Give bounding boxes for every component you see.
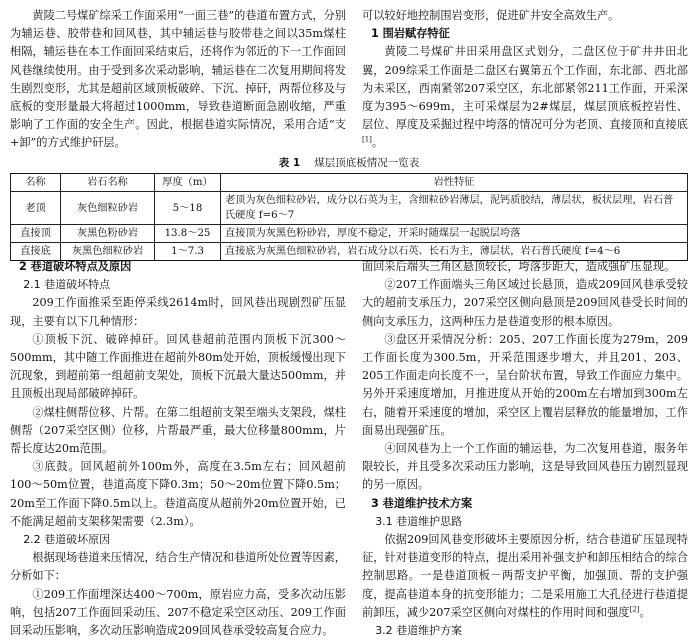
subsection-heading-3-1: 3.1 巷道维护思路 bbox=[375, 514, 463, 528]
cell-feature: 老顶为灰色细粒砂岩，成分以石英为主，含细粒砂岩薄层，泥钙质胶结，薄层状，板状层理，岩石普氏硬度 f=6～7 bbox=[221, 192, 688, 225]
right-column-bottom bbox=[362, 258, 688, 640]
cell-name: 老顶 bbox=[11, 192, 61, 225]
subsection-heading-2-1: 2.1 巷道破坏特点 bbox=[23, 278, 111, 292]
citation-ref-1: [1] bbox=[362, 135, 372, 144]
cell-rock: 灰黑色粉砂岩 bbox=[61, 225, 155, 243]
paragraph: ②煤柱侧帮位移、片帮。在第二组超前支架至端头支架段，煤柱侧帮（207采空区侧）位移，片帮最严重，最大位移量800mm，片帮长度达20m范围。 bbox=[10, 405, 346, 456]
table-caption bbox=[10, 155, 688, 170]
cell-rock: 灰黑色细粒砂岩 bbox=[61, 243, 155, 261]
left-column-bottom bbox=[10, 258, 346, 640]
subsection-heading-2-2: 2.2 巷道破坏原因 bbox=[23, 533, 111, 547]
cell-thickness: 5～18 bbox=[155, 192, 221, 225]
paragraph: ①209工作面埋深达400～700m，原岩应力高，受多次动压影响，包括207工作面回采动压、207不稳定采空区动压、209工作面回采动压影响，多次动压影响造成209回风巷承受较高复合应力。 bbox=[10, 587, 346, 638]
table-row bbox=[11, 225, 688, 243]
paragraph: 面回采后端头三角区悬顶较长，垮落步距大，造成强矿压显现。 bbox=[362, 260, 676, 273]
paragraph: ④回风巷为上一个工作面的辅运巷，为二次复用巷道，服务年限较长，并且受多次采动压力影响，这是导致回风巷压力剧烈显现的另一原因。 bbox=[362, 442, 688, 492]
paragraph: ③底鼓。回风超前外100m外，高度在3.5m左右；回风超前100～50m位置，巷道高度下降0.3m；50～20m位置下降0.5m；20m至工作面下降0.5m以上。巷道高度从超前外20m位置开始，已不能满足超前支架移架需要（2.3m）。 bbox=[10, 460, 346, 528]
left-column-top bbox=[10, 7, 346, 153]
cell-name: 直接底 bbox=[11, 243, 61, 261]
paragraph: ②207工作面端头三角区域过长悬顶，造成209回风巷承受较大的超前支承压力，207采空区侧向悬顶是209回风巷受长时间的侧向支承压力，这两种压力是巷道变形的根本原因。 bbox=[362, 278, 688, 328]
paragraph: ③盘区开采情况分析：205、207工作面长度为279m，209工作面长度为300.5m，开采范围逐步增大，并且201、203、205工作面走向长度不一，呈台阶状布置，导致工作面应力集中。另外开采速度增加，月推进度从开始的200m左右增加到300m左右，随着开采速度的增加，采空区上覆岩层释放的能量增加，工作面易出现强矿压。 bbox=[362, 332, 688, 437]
cell-rock: 灰色细粒砂岩 bbox=[61, 192, 155, 225]
rock-conditions-paragraph: 黄陵二号煤矿井田采用盘区式划分，二盘区位于矿井井田北翼，209综采工作面是二盘区右翼第五个工作面，东北部、西北部为未采区，西南紧邻207采空区，东北部紧邻211工作面，开采深度为395～699m，主可采煤层为2#煤层，煤层顶底板控岩性、层位、厚度及采掘过程中垮落的情况可分为老顶、直接顶和直接底[1]。 bbox=[362, 45, 688, 150]
col-header-rock: 岩石名称 bbox=[61, 174, 155, 192]
table-row bbox=[11, 192, 688, 225]
section-heading-2: 2 巷道破坏特点及原因 bbox=[18, 260, 132, 273]
cell-thickness: 1～7.3 bbox=[155, 243, 221, 261]
cell-thickness: 13.8～25 bbox=[155, 225, 221, 243]
right-column-top bbox=[362, 7, 688, 153]
paragraph: ①顶板下沉、破碎掉矸。回风巷超前范围内顶板下沉300～500mm，其中随工作面推进在超前外80m处开始，顶板缓慢出现下沉现象，到超前第一组超前支架处，顶板下沉最大量达500mm，并且顶板出现局部破碎掉矸。 bbox=[10, 332, 346, 401]
section-heading-3: 3 巷道维护技术方案 bbox=[370, 496, 473, 510]
subsection-heading-3-2: 3.2 巷道维护方案 bbox=[375, 624, 463, 638]
table-number: 表 1 bbox=[278, 157, 301, 169]
col-header-thickness: 厚度（m） bbox=[155, 174, 221, 192]
table-title: 煤层顶底板情况一览表 bbox=[314, 157, 420, 169]
paragraph: 根据现场巷道来压情况，结合生产情况和巷道所处位置等因素，分析如下： bbox=[10, 551, 346, 583]
cell-feature: 直接顶为灰黑色粉砂岩，厚度不稳定，开采时随煤层一起脱层垮落 bbox=[221, 225, 688, 243]
intro-paragraph: 黄陵二号煤矿综采工作面采用“一面三巷”的巷道布置方式，分别为辅运巷、胶带巷和回风巷，其中辅运巷与胶带巷之间以35m煤柱相隔，辅运巷在本工作面回采结束后，还将作为邻近的下一工作面回风巷继续使用。由于受到多次采动影响，辅运巷在二次复用期间将发生剧烈变形，尤其是超前区域顶板破碎、下沉、掉矸，两帮位移及与底板的变形量最大将超过1000mm，导致巷道断面急剧收缩，严重影响了工作面的安全生产。因此，根据巷道实际情况，采用合适“支+卸”的方式维护矸层。 bbox=[10, 9, 346, 150]
intro-paragraph-continued: 可以较好地控制围岩变形，促进矿井安全高效生产。 bbox=[362, 9, 620, 22]
col-header-name: 名称 bbox=[11, 174, 61, 192]
table-header-row bbox=[11, 174, 688, 192]
cell-feature: 直接底为灰黑色细粒砂岩，岩石成分以石英、长石为主，薄层状，岩石普氏硬度 f=4～6 bbox=[221, 243, 688, 261]
citation-ref-2: [2] bbox=[629, 605, 640, 614]
paragraph: 209工作面推采至距停采线2614m时，回风巷出现剧烈矿压显现，主要有以下几种情形： bbox=[10, 296, 346, 328]
col-header-feature: 岩性特征 bbox=[221, 174, 688, 192]
cell-name: 直接顶 bbox=[11, 225, 61, 243]
paragraph: 依据209回风巷变形破坏主要原因分析，结合巷道矿压显现特征，针对巷道变形的特点，提出采用补强支护和卸压相结合的综合控制思路。一是巷道顶板－两帮支护平衡，加强顶、帮的支护强度，提高巷道本身的抗变形能力；二是采用施工大孔径进行巷道提前卸压，减少207采空区侧向对煤柱的作用时间和强度[2]。 bbox=[362, 533, 688, 619]
section-heading-1: 1 围岩赋存特征 bbox=[370, 27, 450, 41]
rock-table bbox=[10, 173, 688, 261]
